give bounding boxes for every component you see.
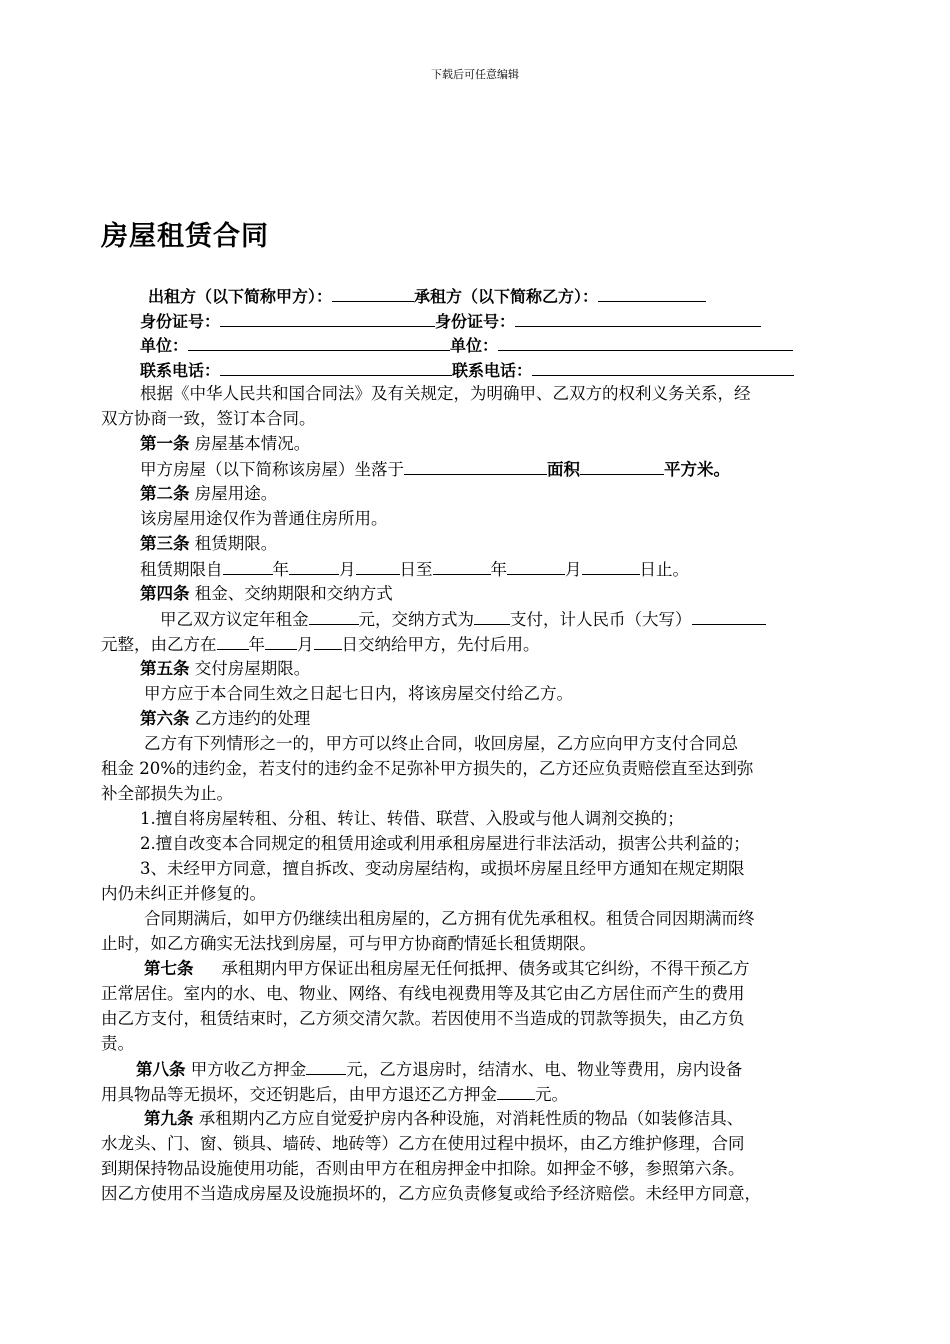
- article-3-label: 第三条: [140, 534, 190, 553]
- day-to-label: 日至: [399, 560, 433, 579]
- article-7-label: 第七条: [144, 959, 194, 978]
- annual-rent-blank[interactable]: [309, 607, 359, 625]
- rent-text-1: 甲乙双方议定年租金: [160, 610, 309, 629]
- article-8-line-2: [101, 1082, 568, 1107]
- lease-term-line: [140, 557, 689, 582]
- lessee-id-label: 身份证号：: [435, 312, 516, 331]
- article-7-text-1: 承租期内甲方保证出租房屋无任何抵押、债务或其它纠纷，不得干预乙方: [221, 959, 750, 978]
- day-end-label: 日止。: [639, 560, 689, 579]
- article-9-line-4: 因乙方使用不当造成房屋及设施损坏的，乙方应负责修复或给予经济赔偿。未经甲方同意，: [101, 1184, 761, 1203]
- rent-text-3: 支付，计人民币（大写）: [510, 610, 692, 629]
- intro-line-2: 双方协商一致，签订本合同。: [101, 409, 316, 428]
- article-2-heading: [140, 482, 277, 506]
- location-blank[interactable]: [404, 457, 547, 475]
- article-5-text: 甲方应于本合同生效之日起七日内，将该房屋交付给乙方。: [144, 684, 573, 703]
- article-8-text-1b: 元，乙方退房时，结清水、电、物业等费用，房内设备: [346, 1060, 743, 1079]
- article-7-line-4: 责。: [101, 1034, 134, 1053]
- rent-line-1: [160, 607, 766, 632]
- lessor-unit-blank[interactable]: [188, 333, 450, 351]
- lessee-label: 承租方（以下简称乙方）：: [414, 287, 599, 306]
- article-9-label: 第九条: [144, 1109, 194, 1128]
- article-2-text: 该房屋用途仅作为普通住房所用。: [140, 509, 388, 528]
- area-blank[interactable]: [580, 457, 664, 475]
- year-label: 年: [272, 560, 289, 579]
- article-7-line-2: 正常居住。室内的水、电、物业、网络、有线电视费用等及其它由乙方居住而产生的费用: [101, 984, 745, 1003]
- article-6-item-2: 2.擅自改变本合同规定的租赁用途或利用承租房屋进行非法活动，损害公共利益的；: [140, 834, 750, 853]
- article-4-label: 第四条: [140, 584, 190, 603]
- article-4-heading: [140, 582, 393, 606]
- article-6-label: 第六条: [140, 709, 190, 728]
- start-year-blank[interactable]: [223, 557, 273, 575]
- area-label: 面积: [547, 460, 580, 479]
- lessee-phone-blank[interactable]: [532, 358, 794, 376]
- article-4-title: 租金、交纳期限和交纳方式: [189, 584, 393, 603]
- end-day-blank[interactable]: [582, 557, 640, 575]
- lessor-id-label: 身份证号：: [140, 312, 221, 331]
- article-9-line-2: 水龙头、门、窗、锁具、墙砖、地砖等）乙方在使用过程中损坏，由乙方维护修理，合同: [101, 1134, 745, 1153]
- article-2-label: 第二条: [140, 484, 190, 503]
- party-row-id: [140, 309, 761, 334]
- renewal-line-1: 合同期满后，如甲方仍继续出租房屋的，乙方拥有优先承租权。租赁合同因期满而终: [144, 909, 755, 928]
- article-1-label: 第一条: [140, 434, 190, 453]
- article-6-para-2: 租金 20%的违约金，若支付的违约金不足弥补甲方损失的，乙方还应负责赔偿直至达到弥: [101, 759, 754, 778]
- pay-year-blank[interactable]: [217, 632, 249, 650]
- article-6-item-1: 1.擅自将房屋转租、分租、转让、转借、联营、入股或与他人调剂交换的；: [140, 809, 684, 828]
- article-9-text-1: 承租期内乙方应自觉爱护房内各种设施，对消耗性质的物品（如装修洁具、: [193, 1109, 744, 1128]
- pay-day-blank[interactable]: [314, 632, 342, 650]
- renewal-line-2: 止时，如乙方确实无法找到房屋，可与甲方协商酌情延长租赁期限。: [101, 934, 596, 953]
- article-3-heading: [140, 532, 277, 556]
- deposit-refund-blank[interactable]: [497, 1082, 535, 1100]
- year-label-2: 年: [490, 560, 507, 579]
- article-6-heading: [140, 707, 310, 731]
- start-day-blank[interactable]: [356, 557, 400, 575]
- article-6-para-1: 乙方有下列情形之一的，甲方可以终止合同，收回房屋，乙方应向甲方支付合同总: [144, 734, 738, 753]
- article-8-label: 第八条: [136, 1060, 186, 1079]
- lessor-phone-blank[interactable]: [220, 358, 452, 376]
- article-1-title: 房屋基本情况。: [189, 434, 311, 453]
- article-9-line-1: [144, 1107, 743, 1131]
- rent-line-2: [101, 632, 540, 657]
- party-row-phone: [140, 358, 794, 383]
- month-label-2: 月: [565, 560, 582, 579]
- deposit-blank[interactable]: [306, 1057, 346, 1075]
- article-6-para-3: 补全部损失为止。: [101, 784, 233, 803]
- article-5-label: 第五条: [140, 659, 190, 678]
- header-note: 下载后可任意编辑: [431, 68, 519, 81]
- article-6-item-3a: 3、未经甲方同意，擅自拆改、变动房屋结构，或损坏房屋且经甲方通知在规定期限: [140, 859, 745, 878]
- rent-text-4: 元整，由乙方在: [101, 635, 217, 654]
- article-8-text-2a: 用具物品等无损坏，交还钥匙后，由甲方退还乙方押金: [101, 1085, 497, 1104]
- article-2-title: 房屋用途。: [189, 484, 278, 503]
- start-month-blank[interactable]: [289, 557, 339, 575]
- lessor-label: 出租方（以下简称甲方）：: [148, 287, 333, 306]
- area-unit: 平方米。: [664, 460, 730, 479]
- end-month-blank[interactable]: [507, 557, 565, 575]
- end-year-blank[interactable]: [433, 557, 491, 575]
- rent-in-words-blank[interactable]: [692, 607, 766, 625]
- rent-text-7: 日交纳给甲方，先付后用。: [341, 635, 540, 654]
- intro-line-1: 根据《中华人民共和国合同法》及有关规定，为明确甲、乙双方的权利义务关系，经: [140, 384, 751, 403]
- article-3-title: 租赁期限。: [189, 534, 278, 553]
- rent-text-5: 年: [248, 635, 265, 654]
- article-7-line-1: [144, 957, 750, 981]
- lessee-blank[interactable]: [598, 284, 706, 302]
- article-8-text-1a: 甲方收乙方押金: [185, 1060, 307, 1079]
- lessor-blank[interactable]: [332, 284, 414, 302]
- lessor-phone-label: 联系电话：: [140, 361, 221, 380]
- article-8-line-1: [136, 1057, 742, 1082]
- article-7-line-3: 由乙方支付，租赁结束时，乙方须交清欠款。若因使用不当造成的罚款等损失，由乙方负: [101, 1009, 745, 1028]
- lease-term-from: 租赁期限自: [140, 560, 223, 579]
- party-row-names: [148, 284, 706, 309]
- rent-text-6: 月: [297, 635, 314, 654]
- contract-title: 房屋租赁合同: [101, 221, 269, 252]
- month-label: 月: [339, 560, 356, 579]
- lessee-phone-label: 联系电话：: [452, 361, 533, 380]
- article-1-text: [140, 457, 730, 482]
- lessee-unit-label: 单位：: [450, 336, 499, 355]
- lessee-unit-blank[interactable]: [498, 333, 793, 351]
- lessor-unit-label: 单位：: [140, 336, 189, 355]
- rent-text-2: 元，交纳方式为: [358, 610, 474, 629]
- article-8-text-2b: 元。: [535, 1085, 568, 1104]
- lessee-id-blank[interactable]: [515, 309, 761, 327]
- payment-method-blank[interactable]: [474, 607, 510, 625]
- article-1-location-text: 甲方房屋（以下简称该房屋）坐落于: [140, 460, 404, 479]
- pay-month-blank[interactable]: [265, 632, 297, 650]
- article-5-heading: [140, 657, 310, 681]
- article-6-title: 乙方违约的处理: [189, 709, 311, 728]
- article-6-item-3b: 内仍未纠正并修复的。: [101, 884, 266, 903]
- party-row-unit: [140, 333, 793, 358]
- lessor-id-blank[interactable]: [220, 309, 435, 327]
- article-5-title: 交付房屋期限。: [189, 659, 311, 678]
- article-9-line-3: 到期保持物品设施使用功能，否则由甲方在租房押金中扣除。如押金不够，参照第六条。: [101, 1159, 745, 1178]
- article-1-heading: [140, 432, 310, 456]
